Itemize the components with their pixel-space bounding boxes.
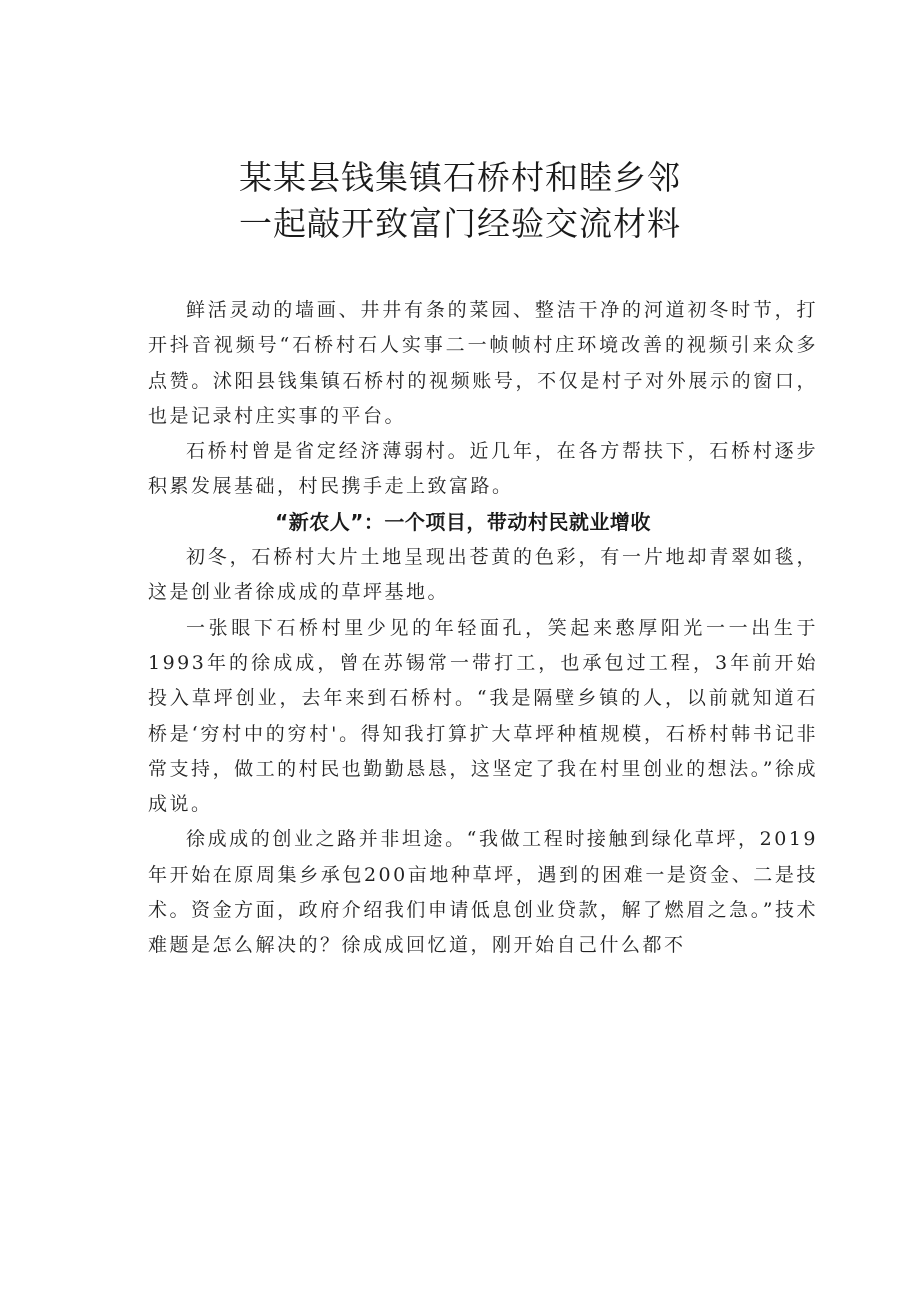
- title-line-1: 某某县钱集镇石桥村和睦乡邻: [239, 158, 681, 197]
- paragraph-background: 石桥村曾是省定经济薄弱村。近几年，在各方帮扶下，石桥村逐步积累发展基础，村民携手走上致富路。: [148, 440, 818, 498]
- paragraph-intro: 鲜活灵动的墙画、井井有条的菜园、整洁干净的河道初冬时节，打开抖音视频号“石桥村石人实事二一帧帧村庄环境改善的视频引来众多点赞。沭阳县钱集镇石桥村的视频账号，不仅是村子对外展示的窗口，也是记录村庄实事的平台。: [148, 299, 818, 427]
- document-title: [0, 155, 920, 247]
- document-body: [148, 293, 818, 964]
- paragraph-base: 初冬，石桥村大片土地呈现出苍黄的色彩，有一片地却青翠如毯，这是创业者徐成成的草坪基地。: [148, 546, 818, 604]
- paragraph-profile: 一张眼下石桥村里少见的年轻面孔，笑起来憨厚阳光一一出生于1993年的徐成成，曾在苏锡常一带打工，也承包过工程，3年前开始投入草坪创业，去年来到石桥村。“我是隔壁乡镇的人，以前就知道石桥是‘穷村中的穷村'。得知我打算扩大草坪种植规模，石桥村韩书记非常支持，做工的村民也勤勤恳恳，这坚定了我在村里创业的想法。”徐成成说。: [148, 616, 818, 816]
- title-line-2: 一起敲开致富门经验交流材料: [239, 204, 681, 243]
- paragraph-startup: 徐成成的创业之路并非坦途。“我做工程时接触到绿化草坪，2019年开始在原周集乡承包200亩地种草坪，遇到的困难一是资金、二是技术。资金方面，政府介绍我们申请低息创业贷款，解了燃眉之急。”技术难题是怎么解决的？徐成成回忆道，刚开始自己什么都不: [148, 828, 818, 957]
- section-heading: “新农人”：一个项目，带动村民就业增收: [275, 509, 651, 534]
